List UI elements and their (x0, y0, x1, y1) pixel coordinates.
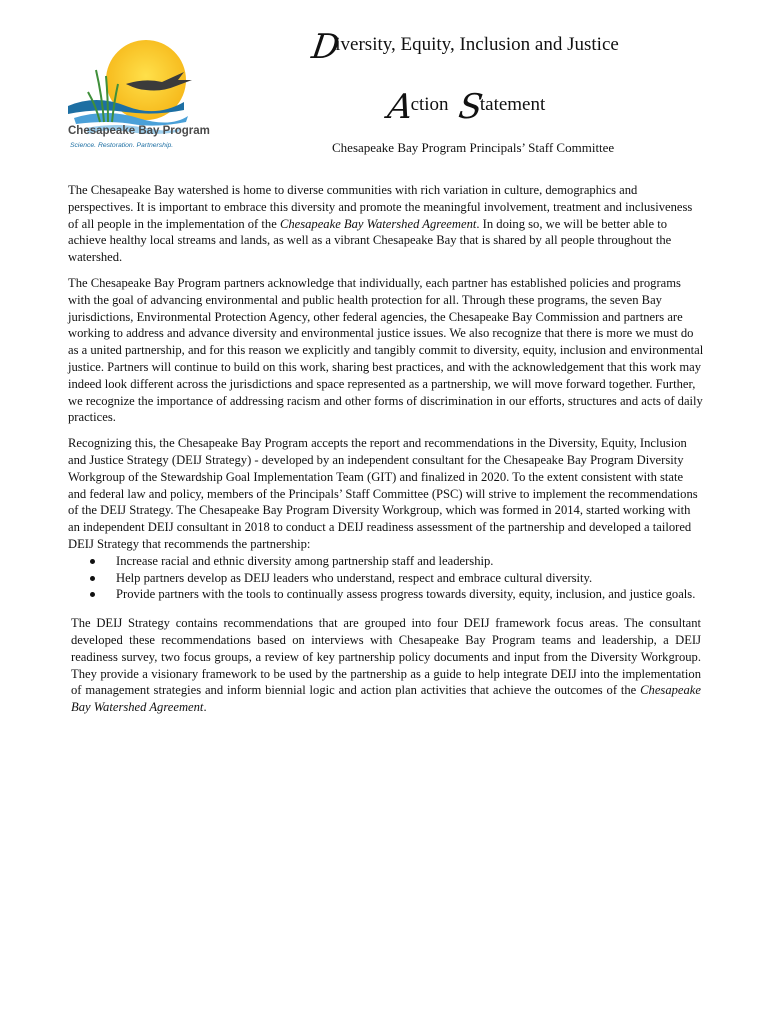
title-line-1 (309, 27, 619, 67)
title-word-statement: tatement (479, 94, 546, 115)
agreement-title: Chesapeake Bay Watershed Agreement (279, 216, 477, 231)
document-body (68, 182, 704, 725)
title-initial-s: S (455, 87, 485, 127)
paragraph-1-text-b: . In doing so, we will be better able to achieve healthy local streams and lands, as well as a vibrant Chesapeake Bay that is shared by all people throughout the watershed. (68, 216, 672, 265)
paragraph-1-text-a: The Chesapeake Bay watershed is home to diverse communities with rich variation in culture, demographics and perspectives. It is important to embrace this diversity and promote the meaningful involvement, treatment and inclusiveness of all people in the implementation of the (68, 183, 693, 231)
paragraph-3: Recognizing this, the Chesapeake Bay Program accepts the report and recommendations in the Diversity, Equity, Inclusion and Justice Strategy (DEIJ Strategy) - developed by an independent consultant for the Chesapeake Bay Program Diversity Workgroup of the Stewardship Goal Implementation Team (GIT) and finalized in 2020. To the extent consistent with state and federal law and policy, members of the Principals’ Staff Committee (PSC) will strive to implement the recommendations of the DEIJ Strategy. The Chesapeake Bay Program Diversity Workgroup, which was formed in 2014, started working with an independent DEIJ consultant in 2018 to conduct a DEIJ readiness assessment of the partnership and developed a tailored DEIJ Strategy that recommends the partnership: (68, 436, 698, 551)
paragraph-1 (68, 182, 704, 266)
list-item (68, 570, 704, 587)
list-item-text: Help partners develop as DEIJ leaders who understand, respect and embrace cultural diversity. (116, 570, 593, 585)
subtitle: Chesapeake Bay Program Principals’ Staff Committee (332, 140, 615, 155)
bullet-icon (90, 559, 95, 564)
list-item-text: Increase racial and ethnic diversity among partnership staff and leadership. (116, 553, 494, 568)
title-line-1-text: iversity, Equity, Inclusion and Justice (335, 34, 619, 55)
logo-name: Chesapeake Bay Program (68, 125, 210, 137)
title-word-action: ction (410, 94, 449, 115)
agreement-title: Chesapeake Bay Watershed Agreement (71, 683, 701, 715)
chesapeake-bay-program-logo (66, 36, 206, 156)
bullet-icon (90, 592, 95, 597)
paragraph-2: The Chesapeake Bay Program partners acknowledge that individually, each partner has established policies and programs with the goal of advancing environmental and public health protection for all. Through these programs, the seven Bay jurisdictions, Environmental Protection Agency, other federal agencies, the Chesapeake Bay Commission and partners are working to address and advance diversity and environmental justice issues. We also recognize that there is more we must do as a united partnership, and for this reason we explicitly and tangibly commit to diversity, equity, inclusion and environmental justice. Partners will continue to build on this work, sharing best practices, and with the acknowledgement that this work may indeed look different across the jurisdictions and space represented as a partnership, we will move forward together. Further, we recognize the importance of addressing racism and other forms of discrimination in our efforts, structures and acts of daily practices. (68, 275, 704, 425)
title-initial-a: A (385, 87, 416, 127)
list-item (68, 553, 704, 570)
title-initial-d: D (309, 27, 343, 67)
recommendation-list (68, 553, 704, 603)
title-line-2 (385, 87, 546, 127)
bullet-icon (90, 576, 95, 581)
paragraph-4 (68, 615, 701, 716)
paragraph-4-text-b: . (203, 700, 207, 715)
list-item-text: Provide partners with the tools to continually assess progress towards diversity, equity, inclusion, and justice goals. (116, 587, 696, 602)
list-item (68, 586, 704, 603)
logo-tagline: Science. Restoration. Partnership. (70, 142, 174, 149)
paragraph-4-text-a: The DEIJ Strategy contains recommendations that are grouped into four DEIJ framework focus areas. The consultant developed these recommendations based on interviews with Chesapeake Bay Program teams and leadership, a DEIJ readiness survey, two focus groups, a review of key partnership policy documents and input from the Diversity Workgroup. They provide a visionary framework to be used by the partnership as a guide to help integrate DEIJ into the implementation of management strategies and inform biennial logic and action plan activities that achieve the outcomes of the (71, 616, 701, 698)
